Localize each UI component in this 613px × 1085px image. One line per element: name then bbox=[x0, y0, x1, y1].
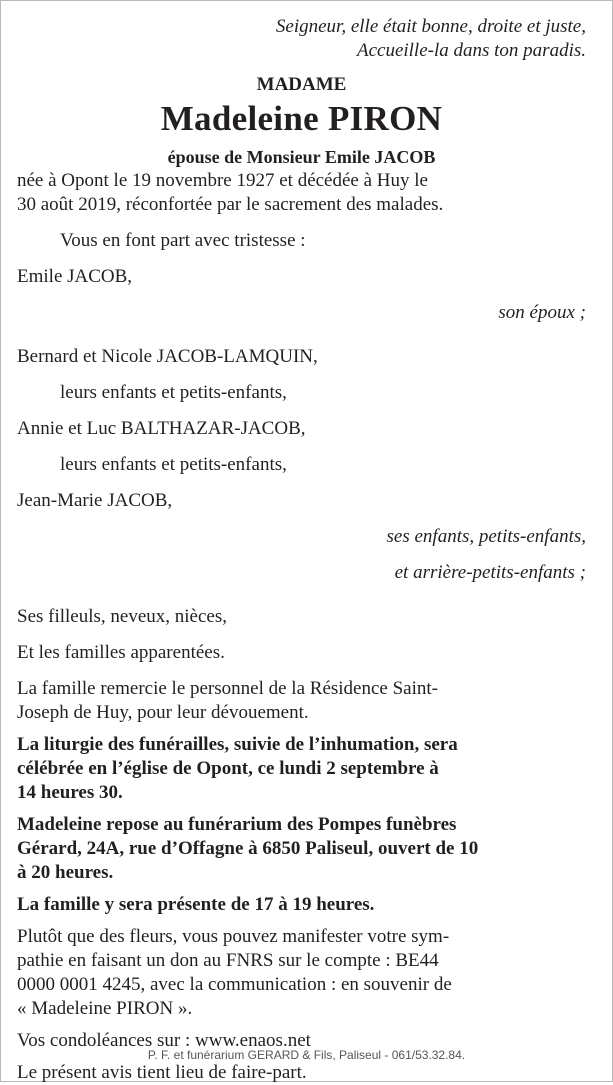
child-1-name: Bernard et Nicole JACOB-LAMQUIN, bbox=[17, 346, 318, 367]
honorific: MADAME bbox=[256, 74, 347, 95]
verse-line-2: Accueille-la dans ton paradis. bbox=[356, 40, 586, 61]
child-1-desc: leurs enfants et petits-enfants, bbox=[60, 382, 287, 403]
rest-line-1: Madeleine repose au funérarium des Pompes funèbres bbox=[17, 814, 457, 835]
husband-name: Emile JACOB, bbox=[17, 266, 133, 287]
relatives-line: Et les familles apparentées. bbox=[17, 642, 225, 663]
godchildren-line: Ses filleuls, neveux, nièces, bbox=[17, 606, 228, 627]
notice-line: Le présent avis tient lieu de faire-part. bbox=[17, 1062, 307, 1083]
donation-line-4: « Madeleine PIRON ». bbox=[17, 998, 193, 1019]
spouse-line: épouse de Monsieur Emile JACOB bbox=[167, 147, 436, 167]
funeral-line-3: 14 heures 30. bbox=[17, 782, 123, 803]
rest-line-3: à 20 heures. bbox=[17, 862, 114, 883]
husband-role: son époux ; bbox=[498, 302, 586, 323]
donation-line-1: Plutôt que des fleurs, vous pouvez manifester votre sym- bbox=[17, 926, 450, 947]
presence-text: La famille y sera présente de 17 à 19 heures. bbox=[17, 894, 375, 915]
deceased-name: Madeleine PIRON bbox=[160, 99, 443, 138]
thanks-line-1: La famille remercie le personnel de la Résidence Saint- bbox=[17, 678, 438, 699]
child-2-desc: leurs enfants et petits-enfants, bbox=[60, 454, 287, 475]
verse bbox=[17, 15, 586, 63]
condolences-line: Vos condoléances sur : www.enaos.net bbox=[17, 1030, 311, 1051]
intro-line-2: 30 août 2019, réconfortée par le sacrement des malades. bbox=[17, 194, 444, 215]
donation-line-2: pathie en faisant un don au FNRS sur le compte : BE44 bbox=[17, 950, 439, 971]
funeral-line-2: célébrée en l’église de Opont, ce lundi 2 septembre à bbox=[17, 758, 439, 779]
rest-text bbox=[17, 813, 586, 885]
announcement: Vous en font part avec tristesse : bbox=[60, 230, 306, 251]
child-3-name: Jean-Marie JACOB, bbox=[17, 490, 173, 511]
children-role: ses enfants, petits-enfants, bbox=[386, 526, 586, 547]
rest-line-2: Gérard, 24A, rue d’Offagne à 6850 Paliseul, ouvert de 10 bbox=[17, 838, 479, 859]
thanks-line-2: Joseph de Huy, pour leur dévouement. bbox=[17, 702, 309, 723]
funeral-line-1: La liturgie des funérailles, suivie de l’inhumation, sera bbox=[17, 734, 458, 755]
child-2-name: Annie et Luc BALTHAZAR-JACOB, bbox=[17, 418, 306, 439]
funeral-home-footer: P. F. et funérarium GERARD & Fils, Paliseul - 061/53.32.84. bbox=[147, 1048, 466, 1062]
great-grandchildren-role: et arrière-petits-enfants ; bbox=[394, 562, 586, 583]
birth-death-text bbox=[17, 169, 586, 217]
thanks-text bbox=[17, 677, 586, 725]
donation-line-3: 0000 0001 4245, avec la communication : en souvenir de bbox=[17, 974, 452, 995]
intro-line-1: née à Opont le 19 novembre 1927 et décédée à Huy le bbox=[17, 170, 428, 191]
donation-text bbox=[17, 925, 586, 1021]
verse-line-1: Seigneur, elle était bonne, droite et juste, bbox=[275, 16, 586, 37]
funeral-text bbox=[17, 733, 586, 805]
